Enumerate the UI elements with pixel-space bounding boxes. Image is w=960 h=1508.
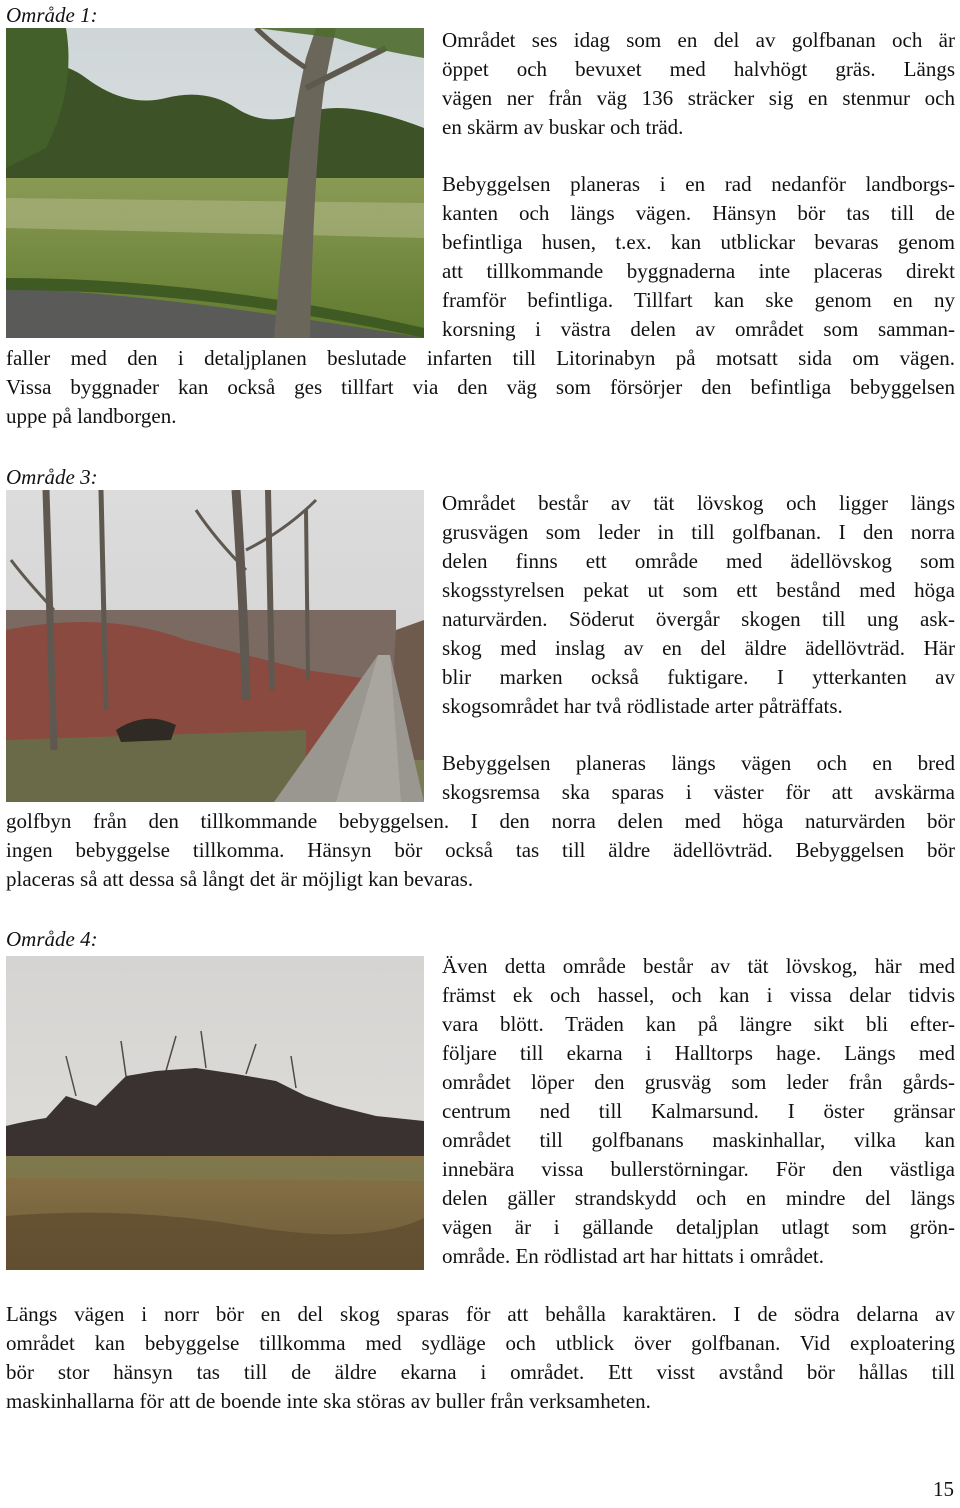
section-3-paragraph-2: Bebyggelsen planeras längs vägen och en bred skogsremsa ska sparas i väster för att avskärma	[442, 751, 955, 804]
section-3-paragraph-2-continued: golfbyn från den tillkommande bebyggelsen. I den norra delen med höga naturvärden bör ingen bebyggelse tillkomma. Hänsyn bör också tas till äldre ädellövträd. Bebyggelsen bör placeras så att dessa så långt det är möjligt kan bevaras.	[6, 809, 955, 891]
section-4-paragraph-1: Även detta område består av tät lövskog, här med främst ek och hassel, och kan i vissa delar tidvis vara blött. Träden kan på längre sikt bli efter- följare till ekarna i Halltorps hage. Längs med området löper den grusväg som leder från gårds- centrum ned till Kalmarsund. I öster gränsar området till golfbanans maskinhallar, vilka kan innebära vissa bullerstörningar. För den västliga delen gäller strandskydd och en mindre del längs vägen är i gällande detaljplan utlagt som grön- område. En rödlistad art har hittats i området.	[442, 954, 955, 1268]
section-1-paragraph-2: Bebyggelsen planeras i en rad nedanför landborgs- kanten och längs vägen. Hänsyn bör tas till de befintliga husen, t.ex. kan utblickar bevaras genom att tillkommande byggnaderna inte placeras direkt framför befintliga. Tillfart kan ske genom en ny korsning i västra delen av området som samman-	[442, 172, 955, 341]
section-3-paragraph-1: Området består av tät lövskog och ligger längs grusvägen som leder in till golfbanan. I den norra delen finns ett område med ädellövskog som skogsstyrelsen pekat ut som ett bestånd med höga naturvärden. Söderut övergår skogen till ung ask- skog med inslag av en del äldre ädellövträd. Här blir marken också fuktigare. I ytterkanten av skogsområdet har två rödlistade arter påträffats.	[442, 491, 955, 718]
section-4-paragraph-2: Längs vägen i norr bör en del skog sparas för att behålla karaktären. I de södra delarna av området kan bebyggelse tillkomma med sydläge och utblick över golfbanan. Vid exploatering bör stor hänsyn tas till de äldre ekarna i området. Ett visst avstånd bör hållas till maskinhallarna för att de boende inte ska störas av buller från verksamheten.	[6, 1302, 955, 1413]
section-heading-omrade-4: Område 4:	[6, 927, 98, 951]
section-1-paragraph-2-continued: faller med den i detaljplanen beslutade infarten till Litorinabyn på motsatt sida om vägen. Vissa byggnader kan också ges tillfart via den väg som försörjer den befintliga bebyggelsen uppe på landborgen.	[6, 346, 955, 428]
photo-golf-meadow-with-tree	[6, 28, 424, 338]
photo-woodland-meadow	[6, 956, 424, 1270]
section-heading-omrade-3: Område 3:	[6, 465, 98, 489]
photo-forest-gravel-road	[6, 490, 424, 802]
section-1-paragraph-1: Området ses idag som en del av golfbanan och är öppet och bevuxet med halvhögt gräs. Längs vägen ner från väg 136 sträcker sig en stenmur och en skärm av buskar och träd.	[442, 28, 955, 139]
section-heading-omrade-1: Område 1:	[6, 3, 98, 27]
page-number: 15	[933, 1477, 954, 1501]
